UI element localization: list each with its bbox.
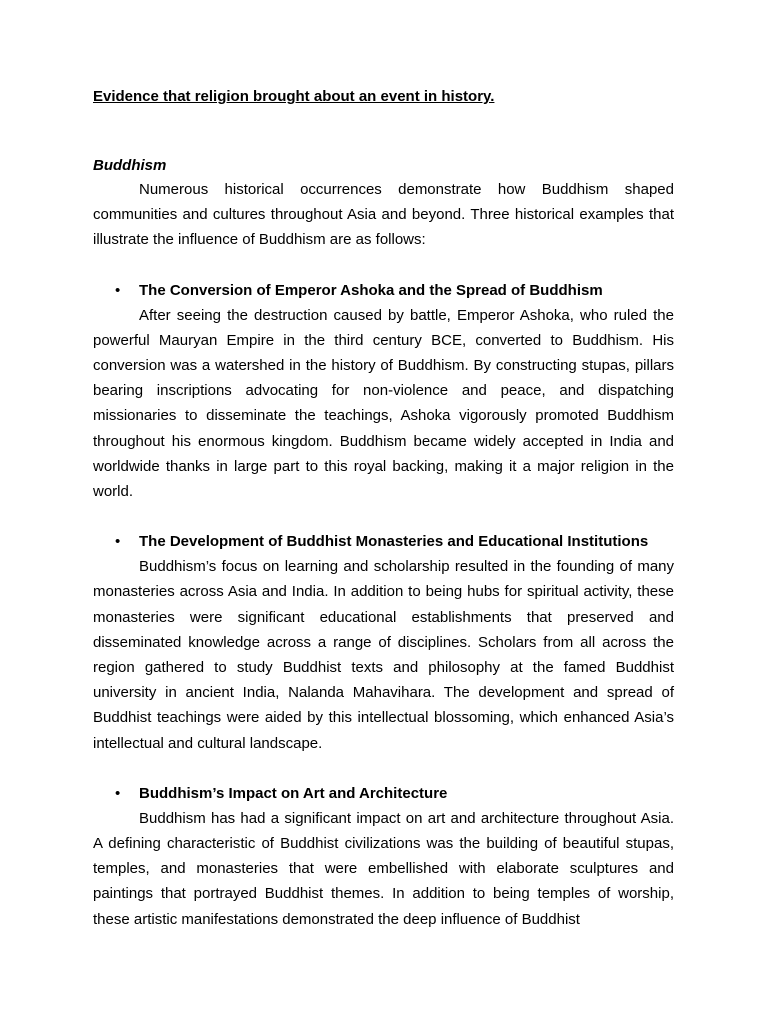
paragraph-art: Buddhism has had a significant impact on art and architecture throughout Asia. A defining characteristic of Buddhist civilizations was the building of beautiful stupas, temples, and monasteries that were embellished with elaborate sculptures and paintings that portrayed Buddhist themes. In addition to being temples of worship, these artistic manifestations demonstrated the deep influence of Buddhist <box>93 809 674 928</box>
bullet-icon: • <box>115 281 121 299</box>
section-heading-buddhism: Buddhism <box>93 157 167 174</box>
bullet-icon: • <box>115 784 121 802</box>
bullet-heading-text: The Development of Buddhist Monasteries and Educational Institutions <box>139 533 649 551</box>
bullet-heading-art <box>93 781 674 806</box>
bullet-heading-text: Buddhism’s Impact on Art and Architecture <box>139 784 448 802</box>
paragraph-ashoka: After seeing the destruction caused by battle, Emperor Ashoka, who ruled the powerful Mauryan Empire in the third century BCE, converted to Buddhism. His conversion was a watershed in the history of Buddhism. By constructing stupas, pillars bearing inscriptions advocating for non-violence and peace, and dispatching missionaries to disseminate the teachings, Ashoka vigorously promoted Buddhism throughout his enormous kingdom. Buddhism became widely accepted in India and worldwide thanks in large part to this royal backing, making it a major religion in the world. <box>93 306 674 501</box>
paragraph-monasteries: Buddhism’s focus on learning and scholarship resulted in the founding of many monasteries across Asia and India. In addition to being hubs for spiritual activity, these monasteries were significant educational establishments that preserved and disseminated knowledge across a range of disciplines. Scholars from all across the region gathered to study Buddhist texts and philosophy at the famed Buddhist university in ancient India, Nalanda Mahavihara. The development and spread of Buddhist teachings were aided by this intellectual blossoming, which enhanced Asia’s intellectual and cultural landscape. <box>93 558 674 752</box>
bullet-icon: • <box>115 533 121 551</box>
bullet-heading-text: The Conversion of Emperor Ashoka and the Spread of Buddhism <box>139 281 603 299</box>
list-item <box>93 781 674 932</box>
list-item <box>93 278 674 505</box>
document-title: Evidence that religion brought about an event in history. <box>93 88 495 105</box>
intro-paragraph: Numerous historical occurrences demonstrate how Buddhism shaped communities and cultures throughout Asia and beyond. Three historical examples that illustrate the influence of Buddhism are as follows: <box>93 181 674 249</box>
bullet-heading-ashoka <box>93 278 674 303</box>
bullet-heading-monasteries <box>93 529 674 554</box>
list-item <box>93 529 674 756</box>
document-page <box>93 88 674 932</box>
